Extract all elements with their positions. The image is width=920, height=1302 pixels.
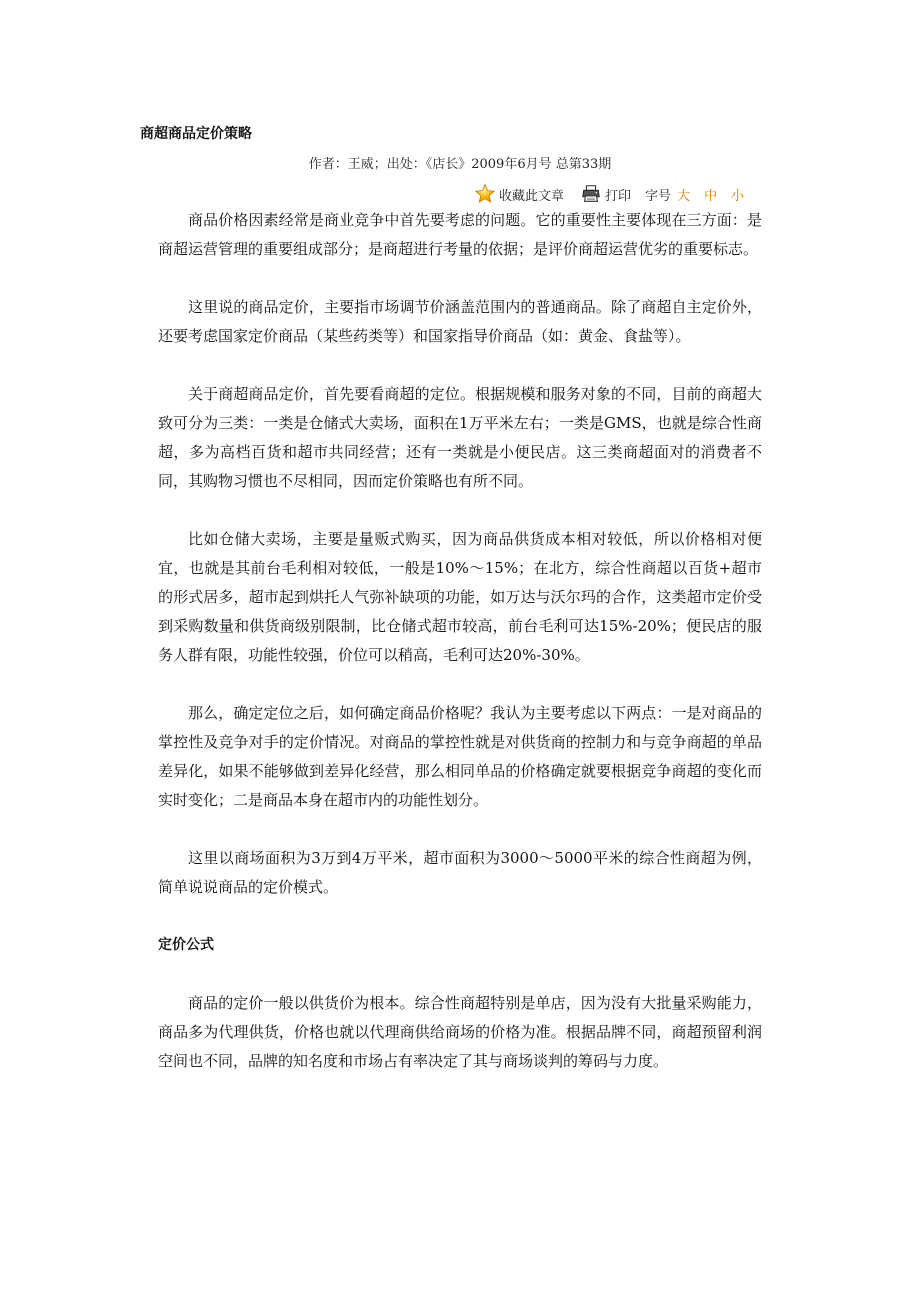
paragraph-spacer bbox=[158, 670, 762, 699]
body-paragraph: 关于商超商品定价，首先要看商超的定位。根据规模和服务对象的不同，目前的商超大致可分为三类：一类是仓储式大卖场，面积在1万平米左右；一类是GMS，也就是综合性商超，多为高档百货和超市共同经营；还有一类就是小便民店。这三类商超面对的消费者不同，其购物习惯也不尽相同，因而定价策略也有所不同。 bbox=[158, 385, 762, 490]
paragraph-spacer bbox=[158, 264, 762, 293]
favorite-label: 收藏此文章 bbox=[499, 188, 565, 204]
body-paragraph: 那么，确定定位之后，如何确定商品价格呢？我认为主要考虑以下两点：一是对商品的掌控性及竞争对手的定价情况。对商品的掌控性就是对供货商的控制力和与竞争商超的单品差异化，如果不能够做到差异化经营，那么相同单品的价格确定就要根据竞争商超的变化而实时变化；二是商品本身在超市内的功能性划分。 bbox=[158, 704, 762, 809]
body-paragraph: 商品价格因素经常是商业竞争中首先要考虑的问题。它的重要性主要体现在三方面：是商超运营管理的重要组成部分；是商超进行考量的依据；是评价商超运营优劣的重要标志。 bbox=[158, 211, 762, 258]
section-heading: 定价公式 bbox=[158, 937, 214, 953]
paragraph-spacer bbox=[158, 960, 762, 989]
print-label: 打印 bbox=[605, 188, 632, 204]
paragraph-spacer bbox=[158, 496, 762, 525]
article-body bbox=[158, 206, 762, 1076]
paragraph-spacer bbox=[158, 351, 762, 380]
article-title: 商超商品定价策略 bbox=[140, 126, 252, 142]
font-size-medium[interactable]: 中 bbox=[704, 188, 718, 204]
font-size-small[interactable]: 小 bbox=[731, 188, 745, 204]
article-byline: 作者：王威；出处：《店长》2009年6月号 总第33期 bbox=[308, 157, 612, 172]
paragraph-spacer bbox=[158, 815, 762, 844]
font-size-label: 字号 bbox=[645, 188, 672, 204]
print-button[interactable] bbox=[580, 183, 631, 205]
favorite-button[interactable] bbox=[474, 183, 564, 205]
body-paragraph: 这里以商场面积为3万到4万平米，超市面积为3000～5000平米的综合性商超为例，简单说说商品的定价模式。 bbox=[158, 849, 762, 896]
body-paragraph: 这里说的商品定价，主要指市场调节价涵盖范围内的普通商品。除了商超自主定价外，还要考虑国家定价商品（某些药类等）和国家指导价商品（如：黄金、食盐等）。 bbox=[158, 298, 762, 345]
font-size-large[interactable]: 大 bbox=[677, 188, 691, 204]
article-toolbar bbox=[474, 182, 744, 206]
body-paragraph: 比如仓储大卖场，主要是量贩式购买，因为商品供货成本相对较低，所以价格相对便宜，也就是其前台毛利相对较低，一般是10%～15%；在北方，综合性商超以百货+超市的形式居多，超市起到烘托人气弥补缺项的功能，如万达与沃尔玛的合作，这类超市定价受到采购数量和供货商级别限制，比仓储式超市较高，前台毛利可达15%-20%；便民店的服务人群有限，功能性较强，价位可以稍高，毛利可达20%-30%。 bbox=[158, 530, 762, 664]
printer-icon bbox=[580, 183, 602, 205]
body-paragraph: 商品的定价一般以供货价为根本。综合性商超特别是单店，因为没有大批量采购能力，商品多为代理供货，价格也就以代理商供给商场的价格为准。根据品牌不同，商超预留利润空间也不同，品牌的知名度和市场占有率决定了其与商场谈判的筹码与力度。 bbox=[158, 994, 762, 1070]
star-icon bbox=[474, 183, 496, 205]
paragraph-spacer bbox=[158, 902, 762, 931]
